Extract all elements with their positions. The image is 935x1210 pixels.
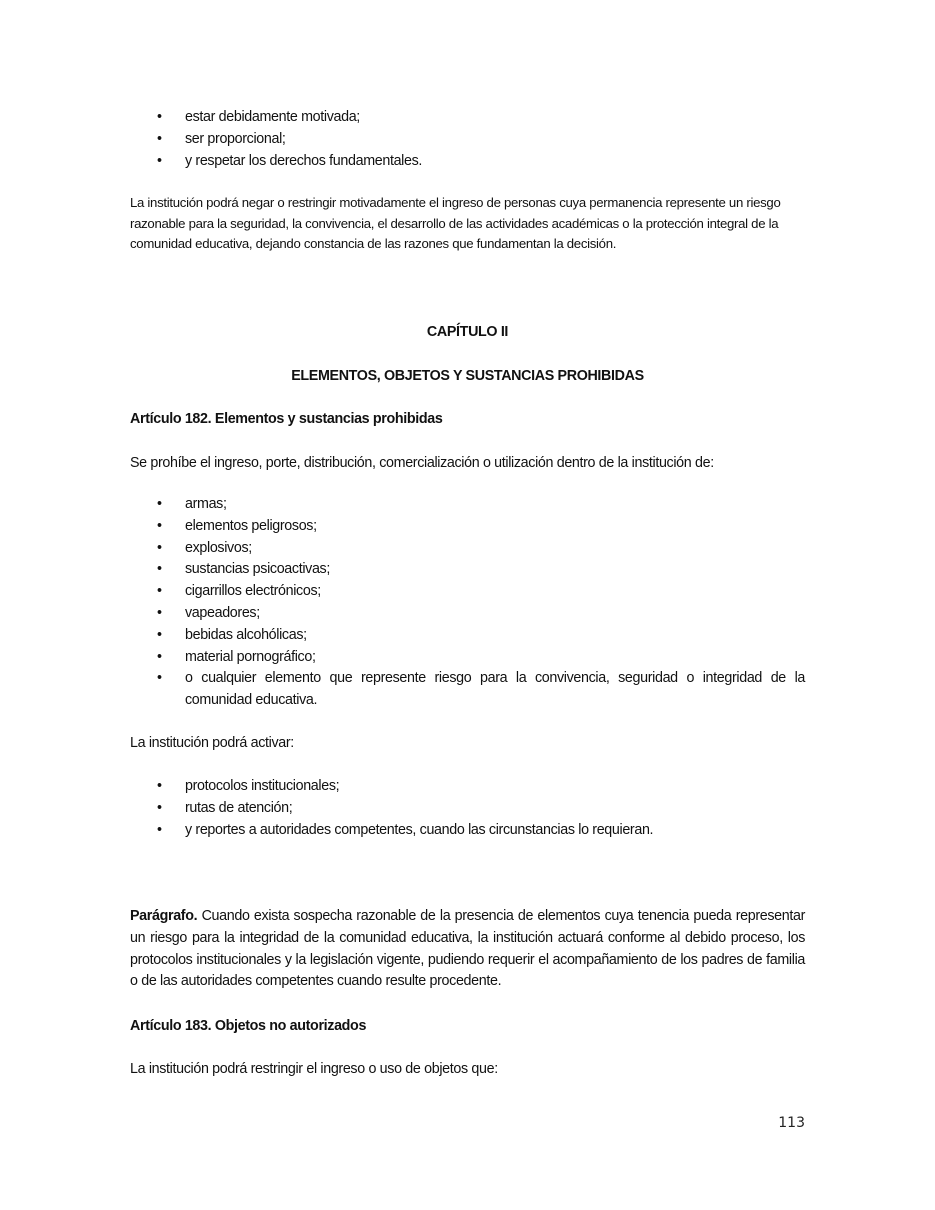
list-item-text: explosivos; — [185, 539, 252, 556]
page-number: 113 — [778, 1115, 805, 1131]
list-item-text: elementos peligrosos; — [185, 517, 317, 534]
list-item-text: material pornográfico; — [185, 648, 316, 665]
list-item — [130, 820, 805, 842]
intro-paragraph: La institución podrá negar o restringir motivadamente el ingreso de personas cuya permanencia represente un riesgo razonable para la seguridad, la convivencia, el desarrollo de las actividades académicas o la protección integral de la comunidad educativa, dejando constancia de las razones que fundamentan la decisión. — [130, 195, 781, 251]
bullet-icon: • — [157, 583, 162, 600]
list-item — [130, 494, 805, 516]
bullet-icon: • — [157, 517, 162, 534]
prohibited-items-list — [130, 494, 805, 712]
list-item — [130, 776, 805, 798]
bullet-icon: • — [157, 152, 162, 169]
list-item — [130, 625, 805, 647]
bullet-icon: • — [157, 539, 162, 556]
top-bullet-list — [130, 107, 805, 172]
list-item-text: y reportes a autoridades competentes, cuando las circunstancias lo requieran. — [185, 821, 654, 838]
list-item-text: vapeadores; — [185, 604, 260, 621]
list-item-text: o cualquier elemento que represente riesgo para la convivencia, seguridad o integridad de la comunidad educativa. — [185, 670, 805, 709]
article-183-heading: Artículo 183. Objetos no autorizados — [130, 1018, 367, 1034]
list-item-text: bebidas alcohólicas; — [185, 626, 307, 643]
list-item-text: rutas de atención; — [185, 799, 293, 816]
list-item — [130, 107, 805, 129]
list-item — [130, 603, 805, 625]
list-item — [130, 668, 805, 712]
chapter-title: CAPÍTULO II — [426, 324, 509, 340]
list-item-text: estar debidamente motivada; — [185, 109, 360, 125]
bullet-icon: • — [157, 604, 162, 621]
list-item — [130, 647, 805, 669]
bullet-icon: • — [157, 626, 162, 643]
article-182-heading: Artículo 182. Elementos y sustancias prohibidas — [130, 411, 443, 427]
paragrafo-text: Cuando exista sospecha razonable de la presencia de elementos cuya tenencia pueda representar un riesgo para la integridad de la comunidad educativa, la institución actuará conforme al debido proceso, los protocolos institucionales y la legislación vigente, pudiendo requerir el acompañamiento de los padres de familia o de las autoridades competentes cuando resulte procedente. — [130, 908, 805, 990]
list-item — [130, 129, 805, 151]
list-item — [130, 516, 805, 538]
bullet-icon: • — [157, 648, 162, 665]
bullet-icon: • — [157, 130, 162, 147]
bullet-icon: • — [157, 778, 162, 794]
list-item-text: armas; — [185, 496, 227, 512]
list-item — [130, 581, 805, 603]
bullet-icon: • — [157, 799, 162, 816]
bullet-icon: • — [157, 821, 162, 838]
activate-lead: La institución podrá activar: — [130, 735, 294, 751]
list-item-text: protocolos institucionales; — [185, 778, 340, 794]
bullet-icon: • — [157, 496, 162, 512]
list-item — [130, 151, 805, 173]
list-item-text: y respetar los derechos fundamentales. — [185, 152, 423, 169]
activate-items-list — [130, 776, 805, 841]
chapter-subtitle: ELEMENTOS, OBJETOS Y SUSTANCIAS PROHIBIDAS — [291, 368, 644, 384]
bullet-icon: • — [157, 109, 162, 125]
bullet-icon: • — [157, 670, 162, 687]
paragrafo-label: Parágrafo. — [130, 908, 198, 924]
list-item-text: sustancias psicoactivas; — [185, 561, 330, 578]
list-item — [130, 559, 805, 581]
list-item — [130, 538, 805, 560]
paragrafo-paragraph — [130, 906, 805, 993]
bullet-icon: • — [157, 561, 162, 578]
list-item-text: ser proporcional; — [185, 130, 286, 147]
list-item — [130, 798, 805, 820]
article-183-lead: La institución podrá restringir el ingreso o uso de objetos que: — [130, 1061, 498, 1077]
list-item-text: cigarrillos electrónicos; — [185, 583, 321, 600]
article-182-lead: Se prohíbe el ingreso, porte, distribución, comercialización o utilización dentro de la institución de: — [130, 455, 714, 471]
